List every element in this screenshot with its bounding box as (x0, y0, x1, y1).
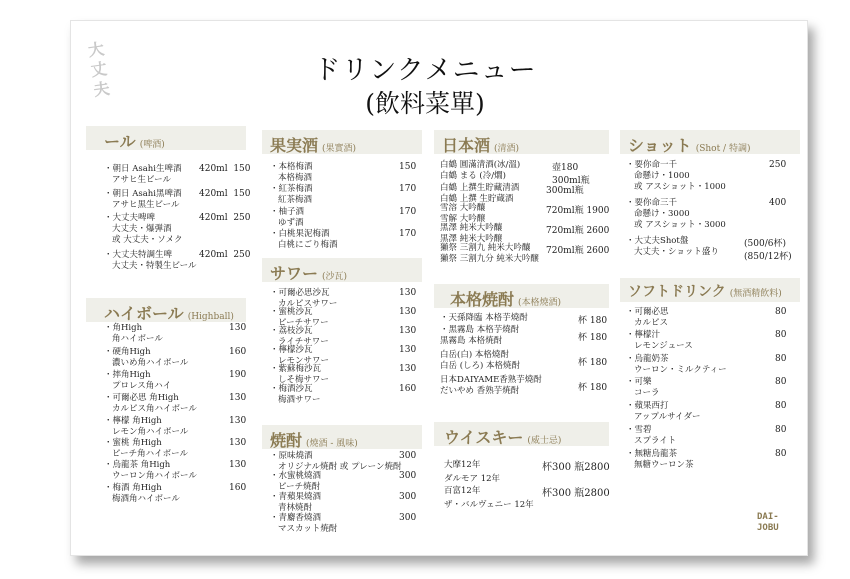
menu-item: ・大丈夫Shot盤 大丈夫・ショット盛り (626, 236, 719, 257)
item-price: 420ml 250 (199, 250, 251, 260)
brand-watermark-logo: 大丈夫 (86, 39, 111, 100)
item-price: 720ml瓶 1900 (546, 206, 610, 216)
section-title-highball: ハイボール (Highball) (104, 304, 234, 323)
menu-item: ・雪碧 スプライト (626, 425, 677, 446)
item-price: 130 (399, 307, 417, 317)
item-price: 130 (399, 364, 417, 374)
menu-item: ・原味燒酒 オリジナル焼酎 或 プレーン焼酎 (270, 451, 402, 472)
item-price: 250 (769, 160, 787, 170)
menu-item: ・梅酒沙瓦 梅酒サワー (270, 384, 321, 405)
menu-item: ・大丈夫啤啤 大丈夫・爆弾酒 或 大丈夫・ソメク (104, 213, 183, 245)
item-price: 420ml 250 (199, 213, 251, 223)
menu-item: ・青麝香燒酒 マスカット焼酎 (270, 513, 338, 534)
item-price: 壺180 300ml瓶 (552, 163, 590, 186)
item-price: 80 (775, 354, 787, 364)
menu-item: ・朝日 Asahi黑啤酒 アサヒ黒生ビール (104, 189, 182, 210)
menu-item: 大摩12年 ダルモア 12年 (444, 460, 501, 484)
menu-item: ・可爾必思沙瓦 カルピスサワー (270, 288, 338, 309)
item-price: 80 (775, 425, 787, 435)
item-price: 720ml瓶 2600 (546, 226, 610, 236)
section-title-soft: ソフトドリンク (無酒精飲料) (628, 284, 782, 300)
menu-item: 百富12年 ザ・バルヴェニー 12年 (444, 486, 534, 510)
item-price: 300 (399, 451, 417, 461)
menu-item: ・大丈夫特調生啤 大丈夫・特製生ビール (104, 250, 197, 271)
menu-item: ・水蜜桃燒酒 ピーチ焼酎 (270, 471, 322, 492)
item-price: 150 (399, 162, 417, 172)
item-price: 杯 180 (578, 383, 608, 393)
item-price: 130 (229, 323, 247, 333)
item-price: 160 (399, 384, 417, 394)
menu-item: ・檸檬汁 レモンジュース (626, 330, 693, 351)
menu-item: ・紫蘇梅沙瓦 しそ梅サワー (270, 364, 330, 385)
item-price: 80 (775, 449, 787, 459)
item-price: 杯300 瓶2800 (542, 488, 610, 499)
item-price: 160 (229, 347, 247, 357)
item-price: 80 (775, 377, 787, 387)
item-price: 130 (229, 416, 247, 426)
menu-item: ・白桃果泥梅酒 白桃にごり梅酒 (270, 229, 338, 250)
menu-item: ・朝日 Asahi生啤酒 アサヒ生ビール (104, 164, 182, 185)
menu-item: 獺祭 三割九 純米大吟釀 獺祭 三割九分 純米大吟醸 (440, 243, 539, 264)
item-price: 170 (399, 184, 417, 194)
item-price: 130 (229, 393, 247, 403)
menu-item: ・本格梅酒 本格梅酒 (270, 162, 313, 183)
item-price: 160 (229, 483, 247, 493)
menu-item: ・黑霧島 本格芋燒酎 黒霧島 本格焼酎 (440, 325, 520, 346)
item-price: (500/6杯) (850/12杯) (744, 239, 792, 262)
item-price: 300 (399, 513, 417, 523)
menu-item: 黑澤 純米大吟釀 黒澤 純米大吟醸 (440, 223, 503, 244)
item-price: 300ml瓶 (546, 186, 584, 196)
menu-item: ・荔枝沙瓦 ライチサワー (270, 326, 329, 347)
section-title-shochu: 焼酎 (燒酒 - 風味) (270, 431, 358, 450)
item-price: 80 (775, 401, 787, 411)
item-price: 杯 180 (578, 316, 608, 326)
menu-item: ・可爾必思 角High カルピス角ハイボール (104, 393, 197, 414)
menu-item: 白鶴 上撰生貯藏清酒 白鶴 上撰 生貯蔵酒 (440, 183, 520, 204)
section-title-shot: ショット (Shot / 特調) (628, 136, 751, 155)
item-price: 720ml瓶 2600 (546, 246, 610, 256)
item-price: 杯300 瓶2800 (542, 462, 610, 473)
item-price: 130 (399, 326, 417, 336)
item-price: 400 (769, 198, 787, 208)
menu-item: ・蜜桃沙瓦 ピーチサワー (270, 307, 329, 328)
menu-item: ・角High 角ハイボール (104, 323, 163, 344)
menu-item: ・可爾必思 カルピス (626, 307, 669, 328)
menu-item: ・天孫降臨 本格芋燒酎 (440, 313, 528, 323)
menu-item: ・烏龍茶 角High ウーロン角ハイボール (104, 460, 197, 481)
menu-item: ・柚子酒 ゆず酒 (270, 207, 305, 228)
item-price: 420ml 150 (199, 164, 251, 174)
item-price: 170 (399, 229, 417, 239)
item-price: 80 (775, 307, 787, 317)
menu-item: 白岳(白) 本格燒酎 白岳 (しろ) 本格焼酎 (440, 350, 521, 371)
item-price: 130 (399, 345, 417, 355)
item-price: 80 (775, 330, 787, 340)
menu-item: ・摔角High プロレス角ハイ (104, 370, 172, 391)
item-price: 420ml 150 (199, 189, 251, 199)
item-price: 300 (399, 471, 417, 481)
item-price: 130 (399, 288, 417, 298)
menu-item: ・要你命一千 命懸け・1000 或 アスショット・1000 (626, 160, 726, 192)
section-title-whisky: ウイスキー (威士忌) (444, 428, 562, 447)
item-price: 300 (399, 492, 417, 502)
item-price: 170 (399, 207, 417, 217)
item-price: 杯 180 (578, 358, 608, 368)
menu-item: ・蜜桃 角High ピーチ角ハイボール (104, 438, 188, 459)
menu-item: ・烏龍奶茶 ウーロン・ミルクティー (626, 354, 727, 375)
menu-item: ・檸檬沙瓦 レモンサワー (270, 345, 330, 366)
menu-item: ・無糖烏龍茶 無糖ウーロン茶 (626, 449, 694, 470)
item-price: 190 (229, 370, 247, 380)
item-price: 130 (229, 460, 247, 470)
section-title-sour: サワー (沙瓦) (270, 264, 348, 283)
item-price: 130 (229, 438, 247, 448)
menu-item: ・檸檬 角High レモン角ハイボール (104, 416, 189, 437)
menu-item: ・梅酒 角High 梅酒角ハイボール (104, 483, 180, 504)
section-title-beer: ール (啤酒) (104, 132, 165, 151)
menu-item: ・蘋果西打 アップルサイダー (626, 401, 701, 422)
section-title-sake: 日本酒 (清酒) (442, 136, 520, 155)
menu-item: ・可樂 コーラ (626, 377, 660, 398)
menu-item: 雪溶 大吟釀 雪解 大吟醸 (440, 203, 486, 224)
page-subtitle: (飲料菜單) (365, 89, 485, 118)
menu-item: 白鶴 圓滿清酒(冰/溫) 白鶴 まる (冷/燗) (440, 160, 521, 181)
item-price: 杯 180 (578, 333, 608, 343)
section-title-fruit: 果実酒 (果實酒) (270, 136, 357, 155)
menu-item: 日本DAIYAME香熟芋燒酎 だいやめ 香熟芋焼酎 (440, 375, 542, 396)
menu-item: ・硬角High 濃いめ角ハイボール (104, 347, 189, 368)
menu-item: ・要你命三千 命懸け・3000 或 アスショット・3000 (626, 198, 726, 230)
section-title-honkaku: 本格焼酎 (本格燒酒) (450, 290, 562, 309)
menu-item: ・紅茶梅酒 紅茶梅酒 (270, 184, 313, 205)
brand-logo-text: DAI- JOBU (757, 512, 779, 533)
menu-item: ・青蘋果燒酒 青林焼酎 (270, 492, 322, 513)
page-title: ドリンクメニュー (313, 55, 537, 86)
